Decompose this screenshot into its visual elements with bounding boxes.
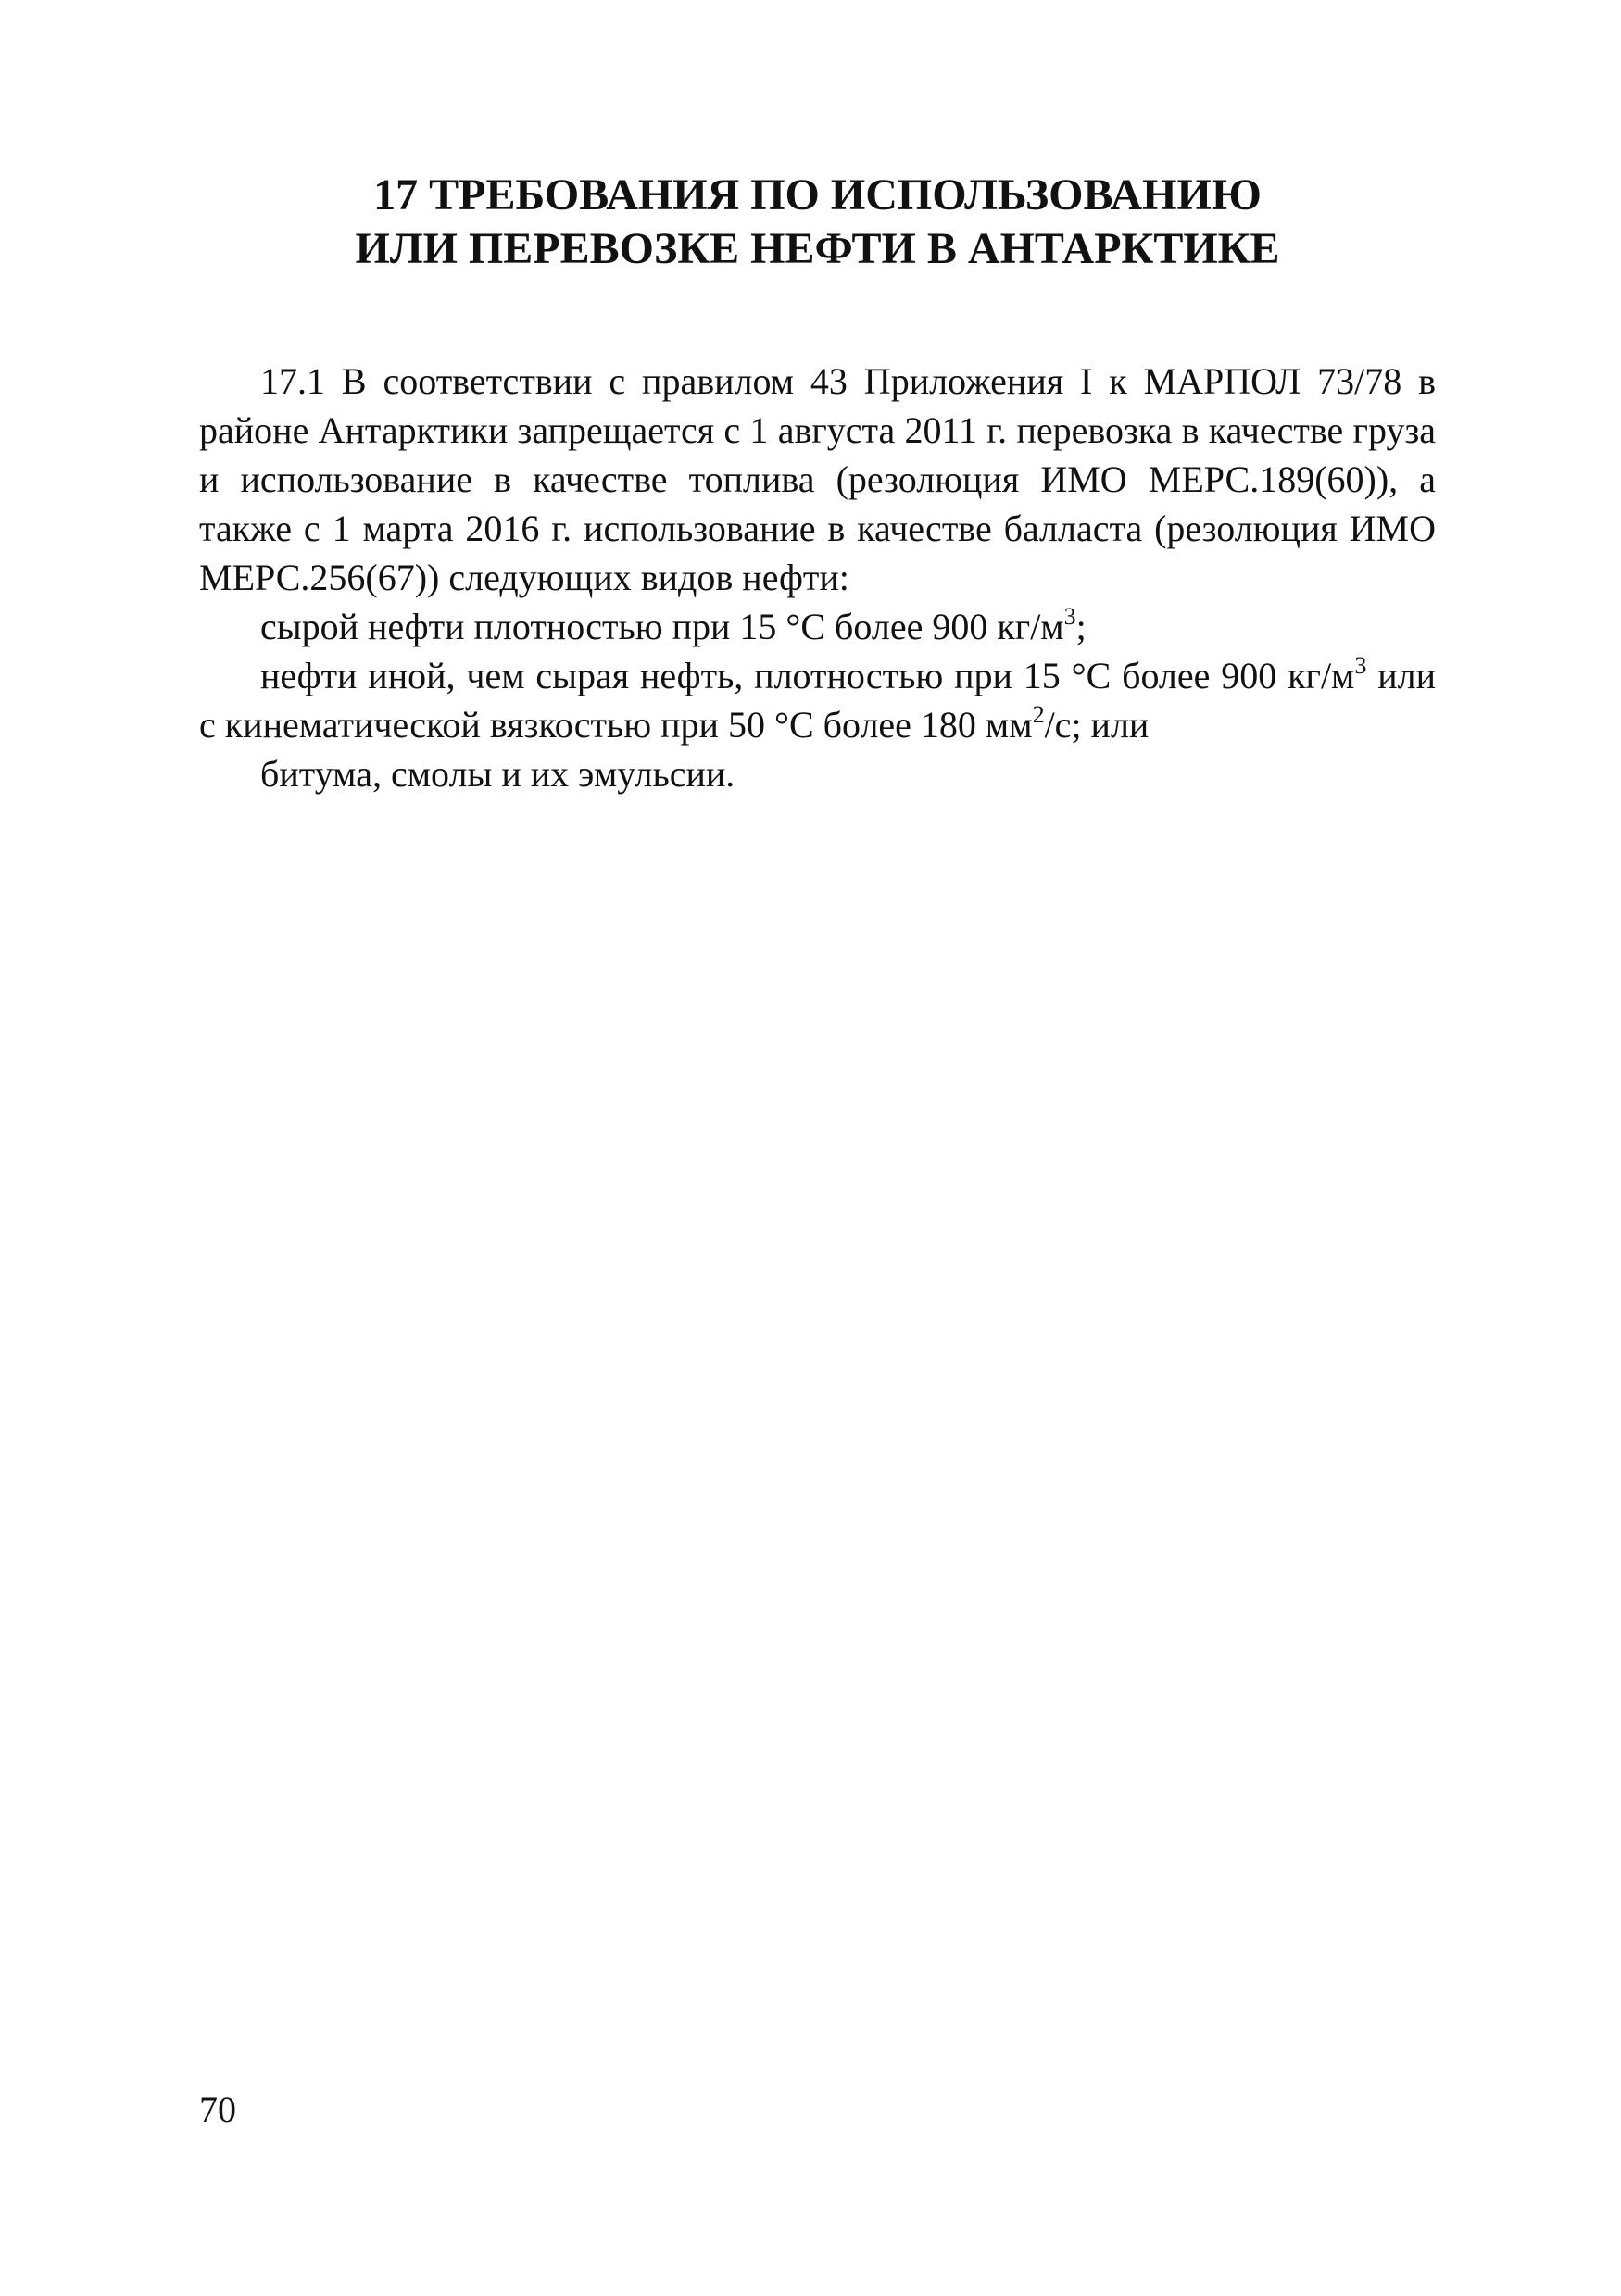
crude-oil-text: сырой нефти плотностью при 15 °С более 900 кг/м <box>260 606 1064 647</box>
bitumen-text: битума, смолы и их эмульсии. <box>260 753 735 795</box>
other-oil-end: /с; или <box>1044 704 1150 746</box>
other-oil-superscript-2: 2 <box>1032 701 1045 728</box>
paragraph-17-1 <box>199 357 1436 602</box>
list-item-bitumen <box>199 749 1436 798</box>
list-item-other-oil <box>199 651 1436 749</box>
list-item-crude-oil <box>199 602 1436 651</box>
crude-oil-end: ; <box>1075 606 1087 647</box>
other-oil-mid: или с кинематической вязкостью при 50 °С более 180 мм <box>199 655 1436 746</box>
page-number: 70 <box>199 2089 236 2130</box>
other-oil-superscript-1: 3 <box>1354 652 1367 679</box>
section-title-line-2: ИЛИ ПЕРЕВОЗКЕ НЕФТИ В АНТАРКТИКЕ <box>355 224 1280 273</box>
crude-oil-superscript: 3 <box>1063 603 1076 630</box>
other-oil-text: нефти иной, чем сырая нефть, плотностью при 15 °С более 900 кг/м <box>260 655 1355 696</box>
paragraph-17-1-text: 17.1 В соответствии с правилом 43 Приложения I к МАРПОЛ 73/78 в районе Антарктики запрещается с 1 августа 2011 г. перевозка в качестве груза и использование в качестве топлива (резолюция ИМО МЕРС.189(60)), а также с 1 марта 2016 г. использование в качестве балласта (резолюция ИМО МЕРС.256(67)) следующих видов нефти: <box>199 360 1436 598</box>
section-title-line-1: 17 ТРЕБОВАНИЯ ПО ИСПОЛЬЗОВАНИЮ <box>373 170 1262 220</box>
section-body <box>199 357 1436 798</box>
section-title <box>199 169 1436 276</box>
